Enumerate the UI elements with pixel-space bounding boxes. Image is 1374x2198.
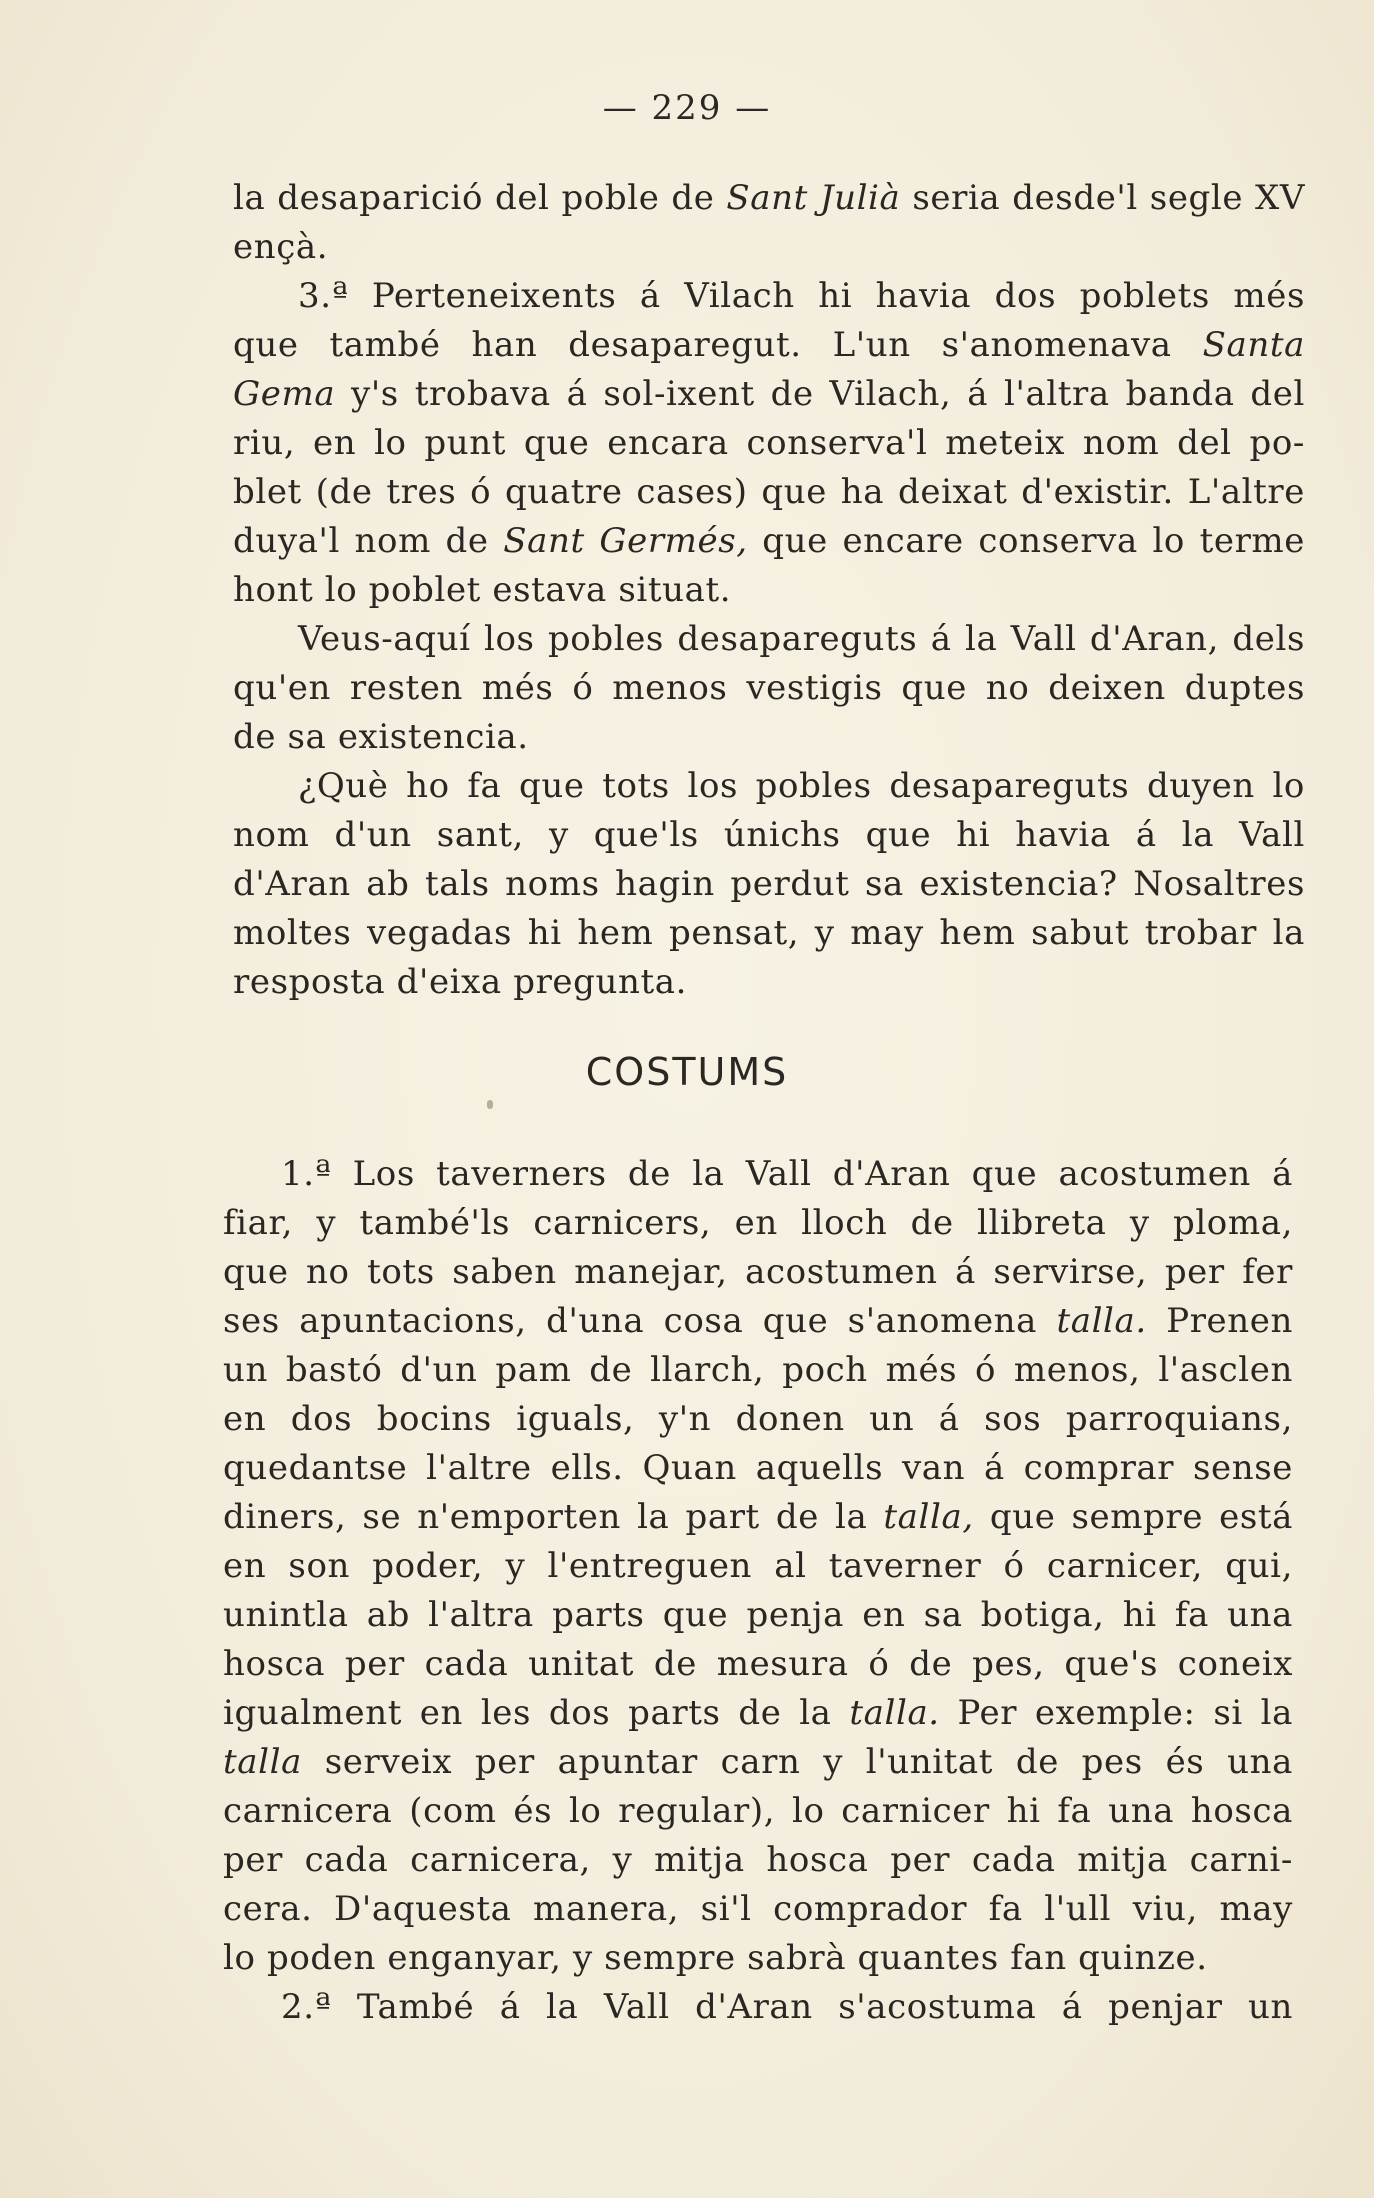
text-line: per cada carnicera, y mitja hosca per cada mitja carni- xyxy=(223,1840,1293,1880)
page-number: — 229 — xyxy=(602,88,772,128)
text-line: en dos bocins iguals, y'n donen un á sos parroquians, xyxy=(223,1399,1293,1439)
text-line: nom d'un sant, y que'ls únichs que hi havia á la Vall xyxy=(233,815,1305,855)
text-line: Gema y's trobava á sol-ixent de Vilach, á l'altra banda del xyxy=(233,374,1305,414)
text-line: que també han desaparegut. L'un s'anomenava Santa xyxy=(233,325,1305,365)
text-line: 1.ª Los taverners de la Vall d'Aran que acostumen á xyxy=(281,1154,1293,1194)
text-line: ¿Què ho fa que tots los pobles desapareguts duyen lo xyxy=(298,766,1305,806)
text-line: de sa existencia. xyxy=(233,717,529,757)
text-line: d'Aran ab tals noms hagin perdut sa existencia? Nosaltres xyxy=(233,864,1305,904)
text-line: ençà. xyxy=(233,227,329,267)
text-line: igualment en les dos parts de la talla. Per exemple: si la xyxy=(223,1693,1293,1733)
text-line: 2.ª També á la Vall d'Aran s'acostuma á penjar un xyxy=(281,1987,1293,2027)
text-line: blet (de tres ó quatre cases) que ha deixat d'existir. L'altre xyxy=(233,472,1305,512)
text-line: lo poden enganyar, y sempre sabrà quantes fan quinze. xyxy=(223,1938,1208,1978)
text-line: resposta d'eixa pregunta. xyxy=(233,962,688,1002)
text-line: talla serveix per apuntar carn y l'unitat de pes és una xyxy=(223,1742,1293,1782)
text-line: la desaparició del poble de Sant Julià seria desde'l segle XV xyxy=(233,178,1305,218)
text-line: fiar, y també'ls carnicers, en lloch de llibreta y ploma, xyxy=(223,1203,1293,1243)
text-line: moltes vegadas hi hem pensat, y may hem sabut trobar la xyxy=(233,913,1305,953)
section-heading: COSTUMS xyxy=(585,1050,789,1094)
text-line: unintla ab l'altra parts que penja en sa botiga, hi fa una xyxy=(223,1595,1293,1635)
text-line: quedantse l'altre ells. Quan aquells van á comprar sense xyxy=(223,1448,1293,1488)
text-line: 3.ª Perteneixents á Vilach hi havia dos poblets més xyxy=(298,276,1305,316)
text-line: cera. D'aquesta manera, si'l comprador fa l'ull viu, may xyxy=(223,1889,1293,1929)
text-line: riu, en lo punt que encara conserva'l meteix nom del po- xyxy=(233,423,1305,463)
text-line: un bastó d'un pam de llarch, poch més ó menos, l'asclen xyxy=(223,1350,1293,1390)
text-line: hosca per cada unitat de mesura ó de pes, que's coneix xyxy=(223,1644,1293,1684)
text-line: diners, se n'emporten la part de la talla, que sempre está xyxy=(223,1497,1293,1537)
text-line: carnicera (com és lo regular), lo carnicer hi fa una hosca xyxy=(223,1791,1293,1831)
text-line: qu'en resten més ó menos vestigis que no deixen duptes xyxy=(233,668,1305,708)
ink-speck xyxy=(487,1100,493,1109)
text-line: ses apuntacions, d'una cosa que s'anomena talla. Prenen xyxy=(223,1301,1293,1341)
text-line: que no tots saben manejar, acostumen á servirse, per fer xyxy=(223,1252,1293,1292)
text-line: duya'l nom de Sant Germés, que encare conserva lo terme xyxy=(233,521,1305,561)
text-line: Veus-aquí los pobles desapareguts á la Vall d'Aran, dels xyxy=(298,619,1305,659)
text-line: en son poder, y l'entreguen al taverner ó carnicer, qui, xyxy=(223,1546,1293,1586)
text-line: hont lo poblet estava situat. xyxy=(233,570,732,610)
